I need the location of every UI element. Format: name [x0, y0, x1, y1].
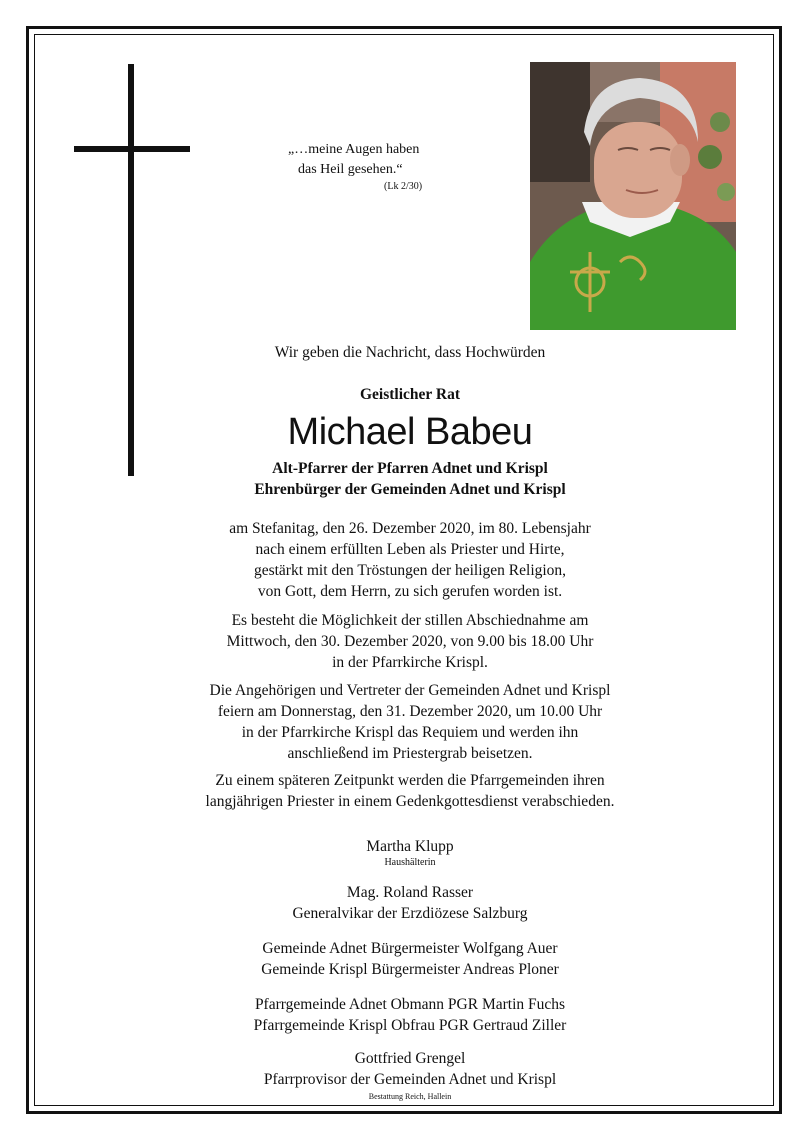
death-notice: [150, 518, 670, 602]
deceased-name: Michael Babeu: [287, 411, 533, 453]
mourner-3: [150, 938, 670, 980]
mourner-name: Gottfried Grengel: [354, 1050, 466, 1067]
notice-line: Es besteht die Möglichkeit der stillen Abschiednahme am: [231, 612, 589, 629]
bible-quote: [258, 140, 498, 194]
mourner-line: Pfarrgemeinde Krispl Obfrau PGR Gertraud Ziller: [253, 1017, 567, 1034]
portrait-photo: [530, 62, 736, 330]
notice-line: Die Angehörigen und Vertreter der Gemeinden Adnet und Krispl: [209, 682, 611, 699]
title-line: Ehrenbürger der Gemeinden Adnet und Krispl: [254, 481, 566, 498]
quote-reference: (Lk 2/30): [384, 181, 423, 192]
notice-line: gestärkt mit den Tröstungen der heiligen Religion,: [253, 562, 567, 579]
quote-line-2: das Heil gesehen.“: [298, 162, 403, 177]
notice-line: anschließend im Priestergrab beisetzen.: [287, 745, 533, 762]
notice-line: von Gott, dem Herrn, zu sich gerufen worden ist.: [257, 583, 563, 600]
notice-line: Zu einem späteren Zeitpunkt werden die Pfarrgemeinden ihren: [215, 772, 605, 789]
notice-line: am Stefanitag, den 26. Dezember 2020, im 80. Lebensjahr: [229, 520, 591, 537]
mourner-5: [150, 1048, 670, 1090]
requiem-notice: [150, 680, 670, 764]
notice-line: Mittwoch, den 30. Dezember 2020, von 9.00 bis 18.00 Uhr: [226, 633, 594, 650]
mourner-name: Mag. Roland Rasser: [346, 884, 474, 901]
memorial-notice: [150, 770, 670, 812]
notice-line: nach einem erfüllten Leben als Priester und Hirte,: [255, 541, 565, 558]
notice-line: in der Pfarrkirche Krispl das Requiem und werden ihn: [241, 724, 579, 741]
mourner-name: Martha Klupp: [366, 838, 454, 855]
mourner-1: [150, 836, 670, 869]
mourner-line: Gemeinde Krispl Bürgermeister Andreas Ploner: [261, 961, 559, 978]
mourner-role: Pfarrprovisor der Gemeinden Adnet und Krispl: [263, 1071, 557, 1088]
mourner-role: Generalvikar der Erzdiözese Salzburg: [292, 905, 528, 922]
mourner-role: Haushälterin: [384, 857, 436, 868]
notice-line: in der Pfarrkirche Krispl.: [332, 654, 488, 671]
intro-line: Wir geben die Nachricht, dass Hochwürden: [274, 344, 546, 361]
mourner-line: Gemeinde Adnet Bürgermeister Wolfgang Auer: [262, 940, 558, 957]
cross-horizontal-beam: [74, 146, 190, 152]
farewell-notice: [150, 610, 670, 673]
titles-block: [150, 458, 670, 500]
mourner-4: [150, 994, 670, 1036]
title-line: Alt-Pfarrer der Pfarren Adnet und Krispl: [272, 460, 548, 477]
undertaker-credit: Bestattung Reich, Hallein: [368, 1092, 452, 1101]
mourner-line: Pfarrgemeinde Adnet Obmann PGR Martin Fuchs: [254, 996, 566, 1013]
quote-line-1: „…meine Augen haben: [288, 142, 420, 157]
notice-line: feiern am Donnerstag, den 31. Dezember 2020, um 10.00 Uhr: [217, 703, 603, 720]
portrait-illustration: [530, 62, 736, 330]
notice-line: langjährigen Priester in einem Gedenkgottesdienst verabschieden.: [205, 793, 615, 810]
cross-vertical-beam: [128, 64, 134, 476]
honorific-title: Geistlicher Rat: [359, 386, 460, 403]
mourner-2: [150, 882, 670, 924]
